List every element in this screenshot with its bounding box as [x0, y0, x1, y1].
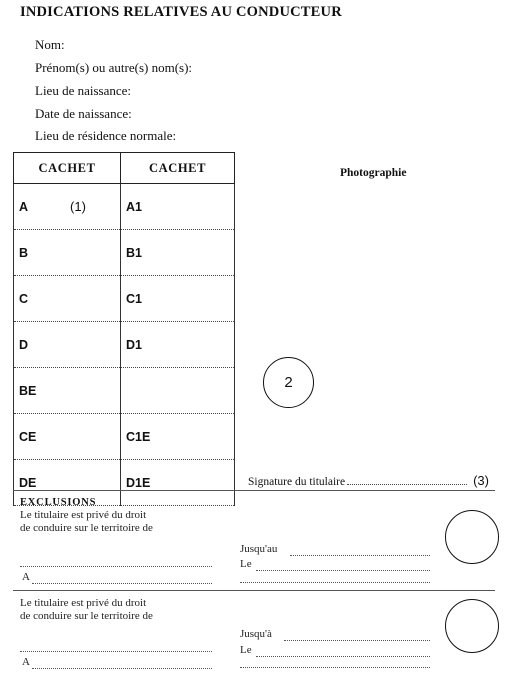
category-label: A [19, 200, 29, 214]
exclusion-text-line: Le titulaire est privé du droit [20, 597, 147, 609]
table-row [14, 184, 235, 230]
exclusion-text-line: Le titulaire est privé du droit [20, 509, 147, 521]
category-cell: CE [14, 414, 121, 460]
exclusion-until-label: Jusqu'au [240, 543, 278, 555]
table-row [14, 322, 235, 368]
stamp-circle [445, 599, 499, 653]
category-cell: B [14, 230, 121, 276]
category-cell [121, 368, 235, 414]
exclusion-dotted-line [32, 668, 212, 669]
category-cell: C1 [121, 276, 235, 322]
exclusion-text-line: de conduire sur le territoire de [20, 522, 153, 534]
category-cell: C1E [121, 414, 235, 460]
exclusion-text-line: de conduire sur le territoire de [20, 610, 153, 622]
field-nom: Nom: [35, 37, 65, 52]
column-header-cachet-2: CACHET [121, 153, 235, 184]
table-row [14, 368, 235, 414]
category-cell: D1 [121, 322, 235, 368]
exclusion-dotted-line [256, 656, 430, 657]
marker-number: 2 [284, 374, 293, 391]
divider [13, 490, 495, 491]
photo-label: Photographie [340, 167, 407, 179]
exclusion-at-label: A [22, 656, 30, 668]
category-cell: DE [14, 460, 121, 506]
exclusion-until-label: Jusqu'à [240, 628, 272, 640]
page-title: INDICATIONS RELATIVES AU CONDUCTEUR [20, 4, 342, 20]
signature-footnote: (3) [473, 473, 489, 488]
exclusion-dotted-line [290, 555, 430, 556]
footnote-marker: (1) [70, 199, 86, 214]
exclusions-title: EXCLUSIONS [20, 497, 97, 508]
exclusion-dotted-line [284, 640, 430, 641]
exclusion-dotted-line [240, 667, 430, 668]
category-cell: D1E [121, 460, 235, 506]
field-date-naissance: Date de naissance: [35, 106, 132, 121]
exclusion-on-label: Le [240, 644, 252, 656]
divider [13, 590, 495, 591]
signature-label: Signature du titulaire [248, 476, 346, 488]
column-header-cachet-1: CACHET [14, 153, 121, 184]
category-cell: BE [14, 368, 121, 414]
exclusion-dotted-line [240, 582, 430, 583]
exclusion-dotted-line [20, 566, 212, 567]
field-lieu-naissance: Lieu de naissance: [35, 83, 132, 98]
category-cell: A1 [121, 184, 235, 230]
table-row [14, 230, 235, 276]
stamp-circle [445, 510, 499, 564]
numbered-circle-marker [263, 357, 314, 408]
signature-line [248, 473, 489, 488]
exclusion-dotted-line [32, 583, 212, 584]
category-cell: C [14, 276, 121, 322]
category-table [13, 152, 235, 506]
table-row [14, 276, 235, 322]
signature-dotted-line [347, 484, 467, 485]
table-row [14, 414, 235, 460]
field-residence: Lieu de résidence normale: [35, 128, 177, 143]
exclusion-dotted-line [256, 570, 430, 571]
table-header-row [14, 153, 235, 184]
exclusion-at-label: A [22, 571, 30, 583]
exclusion-dotted-line [20, 651, 212, 652]
category-cell: B1 [121, 230, 235, 276]
category-cell: D [14, 322, 121, 368]
field-prenoms: Prénom(s) ou autre(s) nom(s): [35, 60, 193, 75]
exclusion-on-label: Le [240, 558, 252, 570]
category-cell [14, 184, 121, 230]
